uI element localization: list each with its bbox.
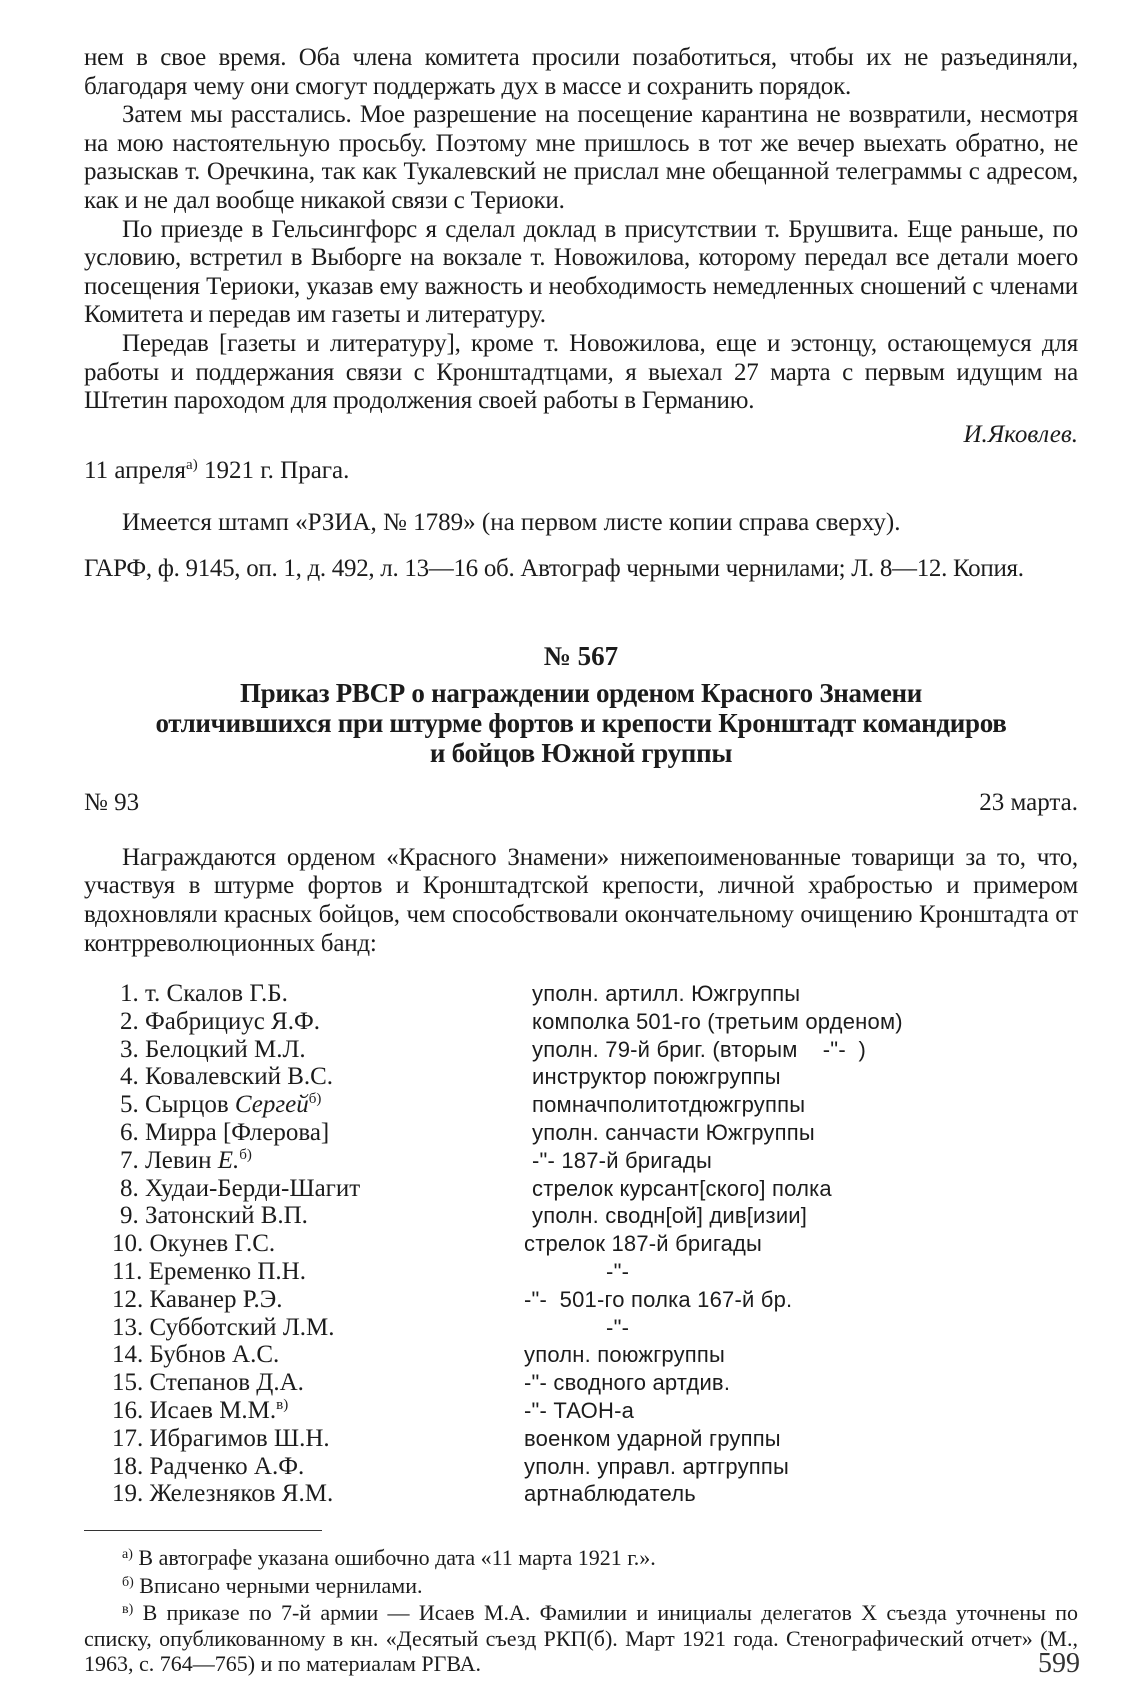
awardee-role: уполн. санчасти Южгруппы xyxy=(532,1120,815,1146)
awardee-role: -"- ТАОН-а xyxy=(524,1398,635,1424)
awardee-number: 3. xyxy=(120,1035,139,1063)
awardee-row xyxy=(84,1063,1078,1091)
awardee-number: 19. xyxy=(112,1480,144,1508)
awardee-name xyxy=(84,1258,524,1286)
awardee-name-text: Ковалевский В.С. xyxy=(145,1063,334,1091)
awardee-role: помначполитотдюжгруппы xyxy=(532,1092,806,1118)
awardee-name xyxy=(84,1230,524,1258)
awardee-role: комполка 501-го (третьим орденом) xyxy=(532,1008,903,1034)
awardee-name-text: Радченко А.Ф. xyxy=(149,1452,305,1480)
awardee-name xyxy=(84,1397,524,1425)
stamp-note: Имеется штамп «РЗИА, № 1789» (на первом листе копии справа сверху). xyxy=(122,508,901,536)
awardee-name-text: Степанов Д.А. xyxy=(149,1369,304,1397)
awardee-number: 17. xyxy=(112,1424,144,1452)
awardee-role: -"- 501-го полка 167-й бр. xyxy=(524,1286,793,1312)
footnote xyxy=(84,1573,1078,1599)
awardee-role: уполн. 79-й бриг. (вторым -"- ) xyxy=(532,1036,866,1062)
signature: И.Яковлев. xyxy=(963,420,1078,448)
footnote-divider xyxy=(84,1530,322,1531)
archive-reference: ГАРФ, ф. 9145, оп. 1, д. 492, л. 13—16 об. Автограф черными чернилами; Л. 8—12. Копия. xyxy=(84,554,1024,582)
awardee-row xyxy=(84,1425,1078,1453)
footnote-text: В автографе указана ошибочно дата «11 марта 1921 г.». xyxy=(132,1545,656,1571)
awardee-number: 12. xyxy=(112,1285,144,1313)
footnote-ref[interactable]: в) xyxy=(276,1397,289,1414)
awardee-number: 13. xyxy=(112,1313,144,1341)
awardee-number: 15. xyxy=(112,1369,144,1397)
awardee-role: -"- 187-й бригады xyxy=(532,1147,712,1173)
awardee-name-italic: Е. xyxy=(217,1146,240,1174)
awardee-row xyxy=(84,1314,1078,1342)
awardee-row xyxy=(84,1397,1078,1425)
footnote-mark: в) xyxy=(122,1602,134,1618)
awardee-name-text: Затонский В.П. xyxy=(145,1202,308,1230)
body-paragraph-1: нем в свое время. Оба члена комитета просили позаботиться, чтобы их не разъединяли, благодаря чему они смогут поддержать дух в массе и сохранить порядок. xyxy=(84,44,1078,100)
awardee-name-text: Белоцкий М.Л. xyxy=(145,1035,306,1063)
awardee-number: 8. xyxy=(120,1174,139,1202)
order-intro: Награждаются орденом «Красного Знамени» нижепоименованные товарищи за то, что, участвуя в штурме фортов и Кронштадтской крепости, личной храбростью и примером вдохновляли красных бойцов, чем способствовали окончательному очищению Кронштадта от контрреволюционных банд: xyxy=(84,843,1078,957)
awardee-role: уполн. сводн[ой] див[изии] xyxy=(532,1203,808,1229)
awardee-row xyxy=(84,1119,1078,1147)
awardee-row xyxy=(84,1091,1078,1119)
awardee-name-text: Окунев Г.С. xyxy=(149,1230,276,1258)
footnote-ref[interactable]: б) xyxy=(308,1091,322,1108)
awardee-role: -"- xyxy=(524,1259,630,1285)
awardee-row xyxy=(84,1147,1078,1175)
title-line-3: и бойцов Южной группы xyxy=(429,737,733,768)
awardee-row xyxy=(84,1453,1078,1481)
title-line-2: отличившихся при штурме фортов и крепости Кронштадт командиров xyxy=(155,707,1007,738)
body-paragraph-4: Передав [газеты и литературу], кроме т. Новожилова, еще и эстонцу, остающемуся для работы и поддержания связи с Кронштадтцами, я выехал 27 марта с первым идущим на Штетин пароходом для продолжения своей работы в Германию. xyxy=(84,329,1078,415)
awardee-role: уполн. артилл. Южгруппы xyxy=(532,981,801,1007)
awardee-name-text: Ибрагимов Ш.Н. xyxy=(149,1424,330,1452)
awardee-number: 11. xyxy=(112,1258,143,1286)
awardee-name xyxy=(84,1119,532,1147)
awardee-number: 18. xyxy=(112,1452,144,1480)
awardee-row xyxy=(84,1341,1078,1369)
awardee-name-text: Субботский Л.М. xyxy=(149,1313,335,1341)
footnote-text: Вписано черными чернилами. xyxy=(133,1572,423,1598)
awardee-name-text: Левин xyxy=(145,1146,218,1174)
awardee-name-text: Мирра [Флерова] xyxy=(145,1119,330,1147)
awardee-number: 9. xyxy=(120,1202,139,1230)
awardee-role: инструктор поюжгруппы xyxy=(532,1064,781,1090)
document-number: № 567 xyxy=(543,640,619,671)
awardee-name-text: Исаев М.М. xyxy=(149,1397,277,1425)
awardee-role: стрелок курсант[ского] полка xyxy=(532,1175,832,1201)
awardee-row xyxy=(84,1008,1078,1036)
awardee-name xyxy=(84,1314,524,1342)
footnote-ref[interactable]: б) xyxy=(239,1146,252,1163)
awardee-number: 14. xyxy=(112,1341,144,1369)
awardee-name xyxy=(84,1036,532,1064)
awardee-row xyxy=(84,1036,1078,1064)
awardee-role: стрелок 187-й бригады xyxy=(524,1231,763,1257)
awardee-name-text: Каванер Р.Э. xyxy=(149,1285,283,1313)
awardee-number: 10. xyxy=(112,1230,144,1258)
awardee-number: 5. xyxy=(120,1091,139,1119)
awardee-row xyxy=(84,1369,1078,1397)
awardee-name-text: Сырцов xyxy=(145,1091,235,1119)
awardee-row xyxy=(84,1202,1078,1230)
title-line-1: Приказ РВСР о награждении орденом Красного Знамени xyxy=(239,677,923,708)
awardee-name xyxy=(84,980,532,1008)
awardee-number: 4. xyxy=(120,1063,139,1091)
body-paragraph-3: По приезде в Гельсингфорс я сделал доклад в присутствии т. Брушвита. Еще раньше, по условию, встретил в Выборге на вокзале т. Новожилова, которому передал все детали моего посещения Териоки, указав ему важность и необходимость немедленных сношений с членами Комитета и передав им газеты и литературу. xyxy=(84,215,1078,329)
order-header xyxy=(84,788,1078,818)
footnote xyxy=(84,1545,1078,1571)
awardee-name xyxy=(84,1480,524,1508)
awardee-name-text: Железняков Я.М. xyxy=(149,1480,334,1508)
awardee-name-italic: Сергей xyxy=(234,1091,309,1119)
footnote-mark: б) xyxy=(122,1574,134,1590)
awardee-number: 7. xyxy=(120,1146,139,1174)
awardee-name xyxy=(84,1341,524,1369)
page-number: 599 xyxy=(1038,1648,1080,1679)
date-text: 11 апреля xyxy=(84,456,187,484)
document-title xyxy=(84,678,1078,768)
awardee-name xyxy=(84,1063,532,1091)
awardee-name xyxy=(84,1202,532,1230)
awardee-name-text: Фабрициус Я.Ф. xyxy=(145,1007,320,1035)
awardee-number: 16. xyxy=(112,1397,144,1425)
awardee-row xyxy=(84,1175,1078,1203)
awardee-role: уполн. поюжгруппы xyxy=(524,1342,726,1368)
awardee-number: 1. xyxy=(120,980,139,1008)
awardee-row xyxy=(84,1480,1078,1508)
footnote xyxy=(84,1600,1078,1677)
awardee-name xyxy=(84,1369,524,1397)
footnote-text: В приказе по 7-й армии — Исаев М.А. Фамилии и инициалы делегатов X съезда уточнены по списку, опубликованному в кн. «Десятый съезд РКП(б). Март 1921 года. Стенографический отчет» (М., 1963, с. 764—765) и по материалам РГВА. xyxy=(84,1600,1078,1677)
awardee-role: уполн. управл. артгруппы xyxy=(524,1453,790,1479)
awardee-row xyxy=(84,1230,1078,1258)
awardee-name xyxy=(84,1008,532,1036)
footnotes xyxy=(84,1545,1078,1677)
awardee-role: -"- xyxy=(524,1314,630,1340)
date-place xyxy=(84,456,1078,486)
awardee-name xyxy=(84,1175,532,1203)
awardee-role: военком ударной группы xyxy=(524,1425,781,1451)
footnote-ref-a[interactable]: а) xyxy=(186,456,198,473)
awardee-role: артнаблюдатель xyxy=(524,1481,696,1507)
awardee-row xyxy=(84,980,1078,1008)
awardee-name xyxy=(84,1147,532,1175)
awardee-name-text: т. Скалов Г.Б. xyxy=(145,980,288,1008)
order-number: № 93 xyxy=(84,788,140,816)
awardee-name-text: Еременко П.Н. xyxy=(148,1258,306,1286)
document-page xyxy=(84,44,1078,1679)
awardee-name-text: Худаи-Берди-Шагит xyxy=(145,1174,361,1202)
footnote-mark: а) xyxy=(122,1547,133,1563)
awardee-list xyxy=(84,980,1078,1508)
year-place-text: 1921 г. Прага. xyxy=(197,456,350,484)
awardee-row xyxy=(84,1286,1078,1314)
awardee-name xyxy=(84,1425,524,1453)
awardee-row xyxy=(84,1258,1078,1286)
awardee-name-text: Бубнов А.С. xyxy=(149,1341,280,1369)
awardee-name xyxy=(84,1286,524,1314)
body-paragraph-2: Затем мы расстались. Мое разрешение на посещение карантина не возвратили, несмотря на мою настоятельную просьбу. Поэтому мне пришлось в тот же вечер выехать обратно, не разыскав т. Оречкина, так как Тукалевский не прислал мне обещанной телеграммы с адресом, как и не дал вообще никакой связи с Териоки. xyxy=(84,101,1078,214)
awardee-role: -"- сводного артдив. xyxy=(524,1370,731,1396)
awardee-number: 6. xyxy=(120,1119,139,1147)
awardee-name xyxy=(84,1091,532,1119)
order-date: 23 марта. xyxy=(979,788,1078,816)
awardee-number: 2. xyxy=(120,1007,139,1035)
awardee-name xyxy=(84,1453,524,1481)
